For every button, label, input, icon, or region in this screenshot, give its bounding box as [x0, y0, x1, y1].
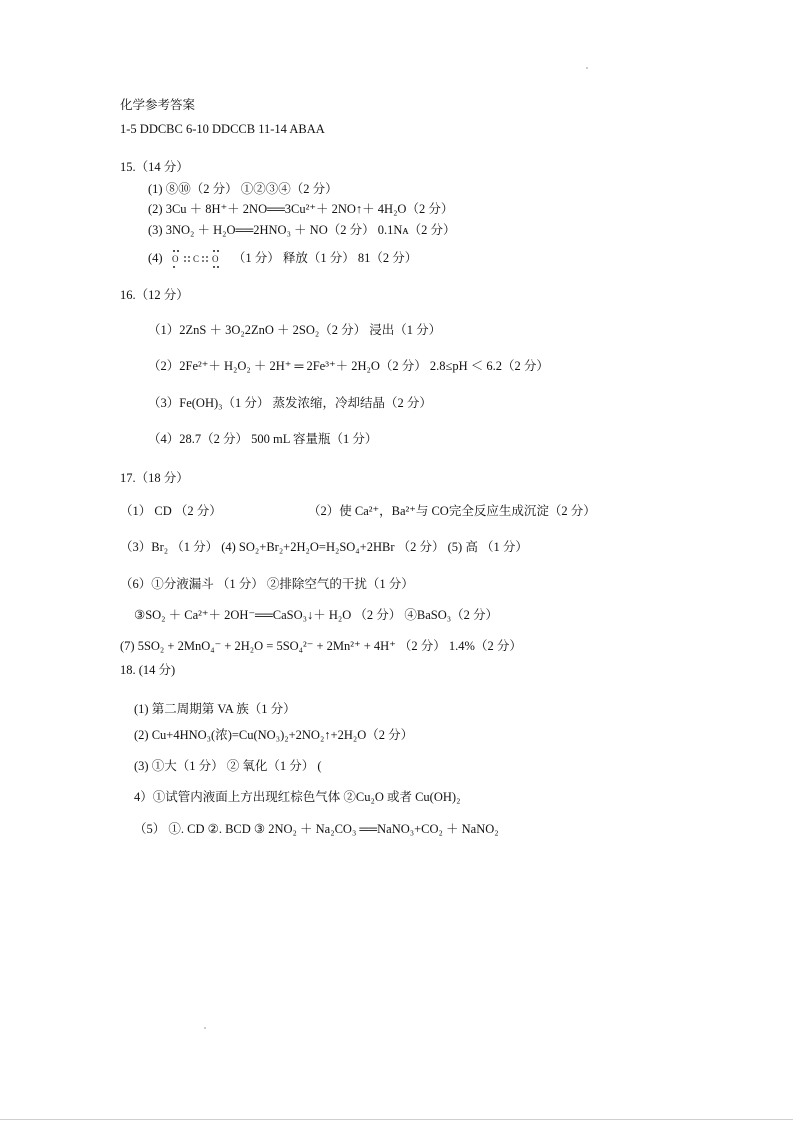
svg-text:O: O — [171, 254, 179, 264]
q17-line-4: ③SO₂ ＋ Ca²⁺＋ 2OH⁻══CaSO₃↓＋ H₂O （2 分） ④BaSO₃（2 分） — [134, 608, 498, 622]
q15-line-4 — [148, 249, 417, 269]
q18-line-5: （5） ①. CD ②. BCD ③ 2NO₂ ＋ Na₂CO₃ ══NaNO₃+CO₂ ＋ NaNO₂ — [134, 822, 499, 836]
q17-header: 17.（18 分） — [120, 471, 189, 485]
q18-line-1: (1) 第二周期第 VA 族（1 分） — [134, 702, 296, 716]
page-bottom-edge — [0, 1119, 793, 1120]
q17-line-1b: （2）使 Ca²⁺，Ba²⁺与 CO完全反应生成沉淀（2 分） — [308, 504, 596, 518]
q17-line-1a: （1） CD （2 分） — [120, 504, 222, 518]
q15-line-1: (1) ⑧⑩（2 分） ①②③④（2 分） — [148, 182, 338, 196]
scan-speck-bottom — [204, 1027, 206, 1029]
q18-line-3: (3) ①大（1 分） ② 氧化（1 分） ( — [134, 759, 322, 773]
q15-header: 15.（14 分） — [120, 160, 189, 174]
q15-line-4-prefix: (4) — [148, 250, 163, 265]
svg-text:C: C — [192, 254, 199, 264]
q16-header: 16.（12 分） — [120, 288, 189, 302]
q15-line-4-rest: （1 分） 释放（1 分） 81（2 分） — [232, 250, 418, 265]
q17-line-5: (7) 5SO₂ + 2MnO₄⁻ + 2H₂O = 5SO₄²⁻ + 2Mn²⁺ + 4H⁺ （2 分） 1.4%（2 分） — [120, 639, 522, 653]
q16-line-2: （2）2Fe²⁺＋ H₂O₂ ＋ 2H⁺ ═ 2Fe³⁺＋ 2H₂O（2 分） 2.8≤pH ＜ 6.2（2 分） — [148, 359, 549, 373]
electron-dot-structure-icon — [170, 249, 226, 269]
q18-line-4: 4）①试管内液面上方出现红棕色气体 ②Cu₂O 或者 Cu(OH)₂ — [134, 790, 461, 804]
q15-line-2: (2) 3Cu ＋ 8H⁺＋ 2NO══3Cu²⁺＋ 2NO↑＋ 4H₂O（2 分） — [148, 202, 454, 216]
q18-line-2: (2) Cu+4HNO₃(浓)=Cu(NO₃)₂+2NO₂↑+2H₂O（2 分） — [134, 728, 414, 742]
q17-line-3: （6）①分液漏斗 （1 分） ②排除空气的干扰（1 分） — [120, 577, 414, 591]
q17-line-2: （3）Br₂ （1 分） (4) SO₂+Br₂+2H₂O=H₂SO₄+2HBr （2 分） (5) 高 （1 分） — [120, 540, 528, 554]
q16-line-4: （4）28.7（2 分） 500 mL 容量瓶（1 分） — [148, 432, 378, 446]
q16-line-1: （1）2ZnS ＋ 3O₂2ZnO ＋ 2SO₂（2 分） 浸出（1 分） — [148, 323, 442, 337]
q18-header: 18. (14 分) — [120, 663, 176, 677]
svg-text:O: O — [211, 254, 219, 264]
page-title: 化学参考答案 — [120, 98, 196, 112]
q15-line-3: (3) 3NO₂ ＋ H₂O══2HNO₃ ＋ NO（2 分） 0.1Nᴀ（2 分） — [148, 223, 456, 237]
q16-line-3: （3）Fe(OH)₃（1 分） 蒸发浓缩，冷却结晶（2 分） — [148, 396, 432, 410]
scan-speck-top — [586, 67, 588, 69]
multiple-choice-answers: 1-5 DDCBC 6-10 DDCCB 11-14 ABAA — [120, 122, 325, 136]
